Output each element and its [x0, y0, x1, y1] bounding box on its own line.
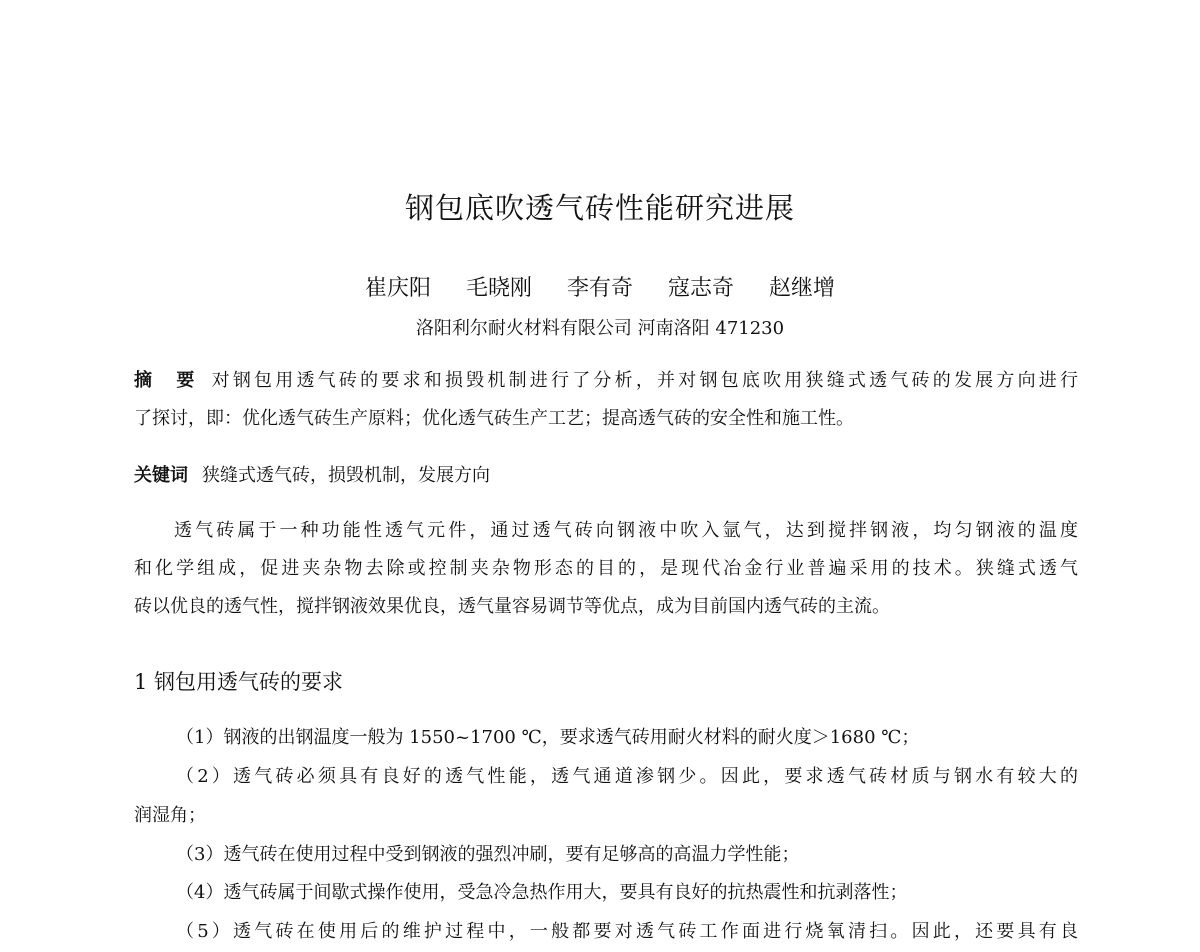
requirement-item-2-line-1: （2）透气砖必须具有良好的透气性能，透气通道渗钢少。因此，要求透气砖材质与钢水有较大的: [176, 766, 1078, 787]
author-name: 崔庆阳: [364, 276, 431, 301]
abstract-label: 摘 要: [134, 370, 198, 391]
author-name: 毛晓刚: [465, 276, 532, 301]
abstract-text: 对钢包用透气砖的要求和损毁机制进行了分析，并对钢包底吹用狭缝式透气砖的发展方向进行: [211, 370, 1079, 391]
keywords-line: [134, 465, 1078, 487]
requirement-item-3: （3）透气砖在使用过程中受到钢液的强烈冲刷，要有足够高的高温力学性能；: [176, 844, 800, 865]
author-list: [0, 271, 1200, 302]
requirement-item-4: （4）透气砖属于间歇式操作使用，受急冷急热作用大，要具有良好的抗热震性和抗剥落性；: [176, 882, 908, 903]
author-name: 李有奇: [566, 276, 633, 301]
abstract-line-1: [134, 370, 1078, 392]
keywords-text: 狭缝式透气砖，损毁机制，发展方向: [202, 465, 490, 486]
affiliation: 洛阳利尔耐火材料有限公司 河南洛阳 471230: [415, 318, 785, 339]
intro-line-2: 和化学组成，促进夹杂物去除或控制夹杂物形态的目的，是现代冶金行业普遍采用的技术。狭缝式透气: [134, 558, 1078, 579]
keywords-label: 关键词: [134, 465, 188, 486]
intro-line-1: 透气砖属于一种功能性透气元件，通过透气砖向钢液中吹入氩气，达到搅拌钢液，均匀钢液的温度: [174, 520, 1078, 541]
requirement-item-1: （1）钢液的出钢温度一般为 1550~1700 ℃，要求透气砖用耐火材料的耐火度＞1680 ℃；: [176, 727, 920, 748]
abstract-line-2: 了探讨，即：优化透气砖生产原料；优化透气砖生产工艺；提高透气砖的安全性和施工性。: [134, 408, 854, 429]
intro-line-3: 砖以优良的透气性，搅拌钢液效果优良，透气量容易调节等优点，成为目前国内透气砖的主流。: [134, 596, 890, 617]
paper-title: 钢包底吹透气砖性能研究进展: [404, 191, 795, 225]
section-heading: 1 钢包用透气砖的要求: [134, 670, 344, 694]
author-name: 赵继增: [769, 276, 836, 301]
author-name: 寇志奇: [668, 276, 735, 301]
requirement-item-2-line-2: 润湿角；: [134, 805, 206, 826]
requirement-item-5: （5）透气砖在使用后的维护过程中，一般都要对透气砖工作面进行烧氧清扫。因此，还要具有良: [176, 921, 1078, 942]
